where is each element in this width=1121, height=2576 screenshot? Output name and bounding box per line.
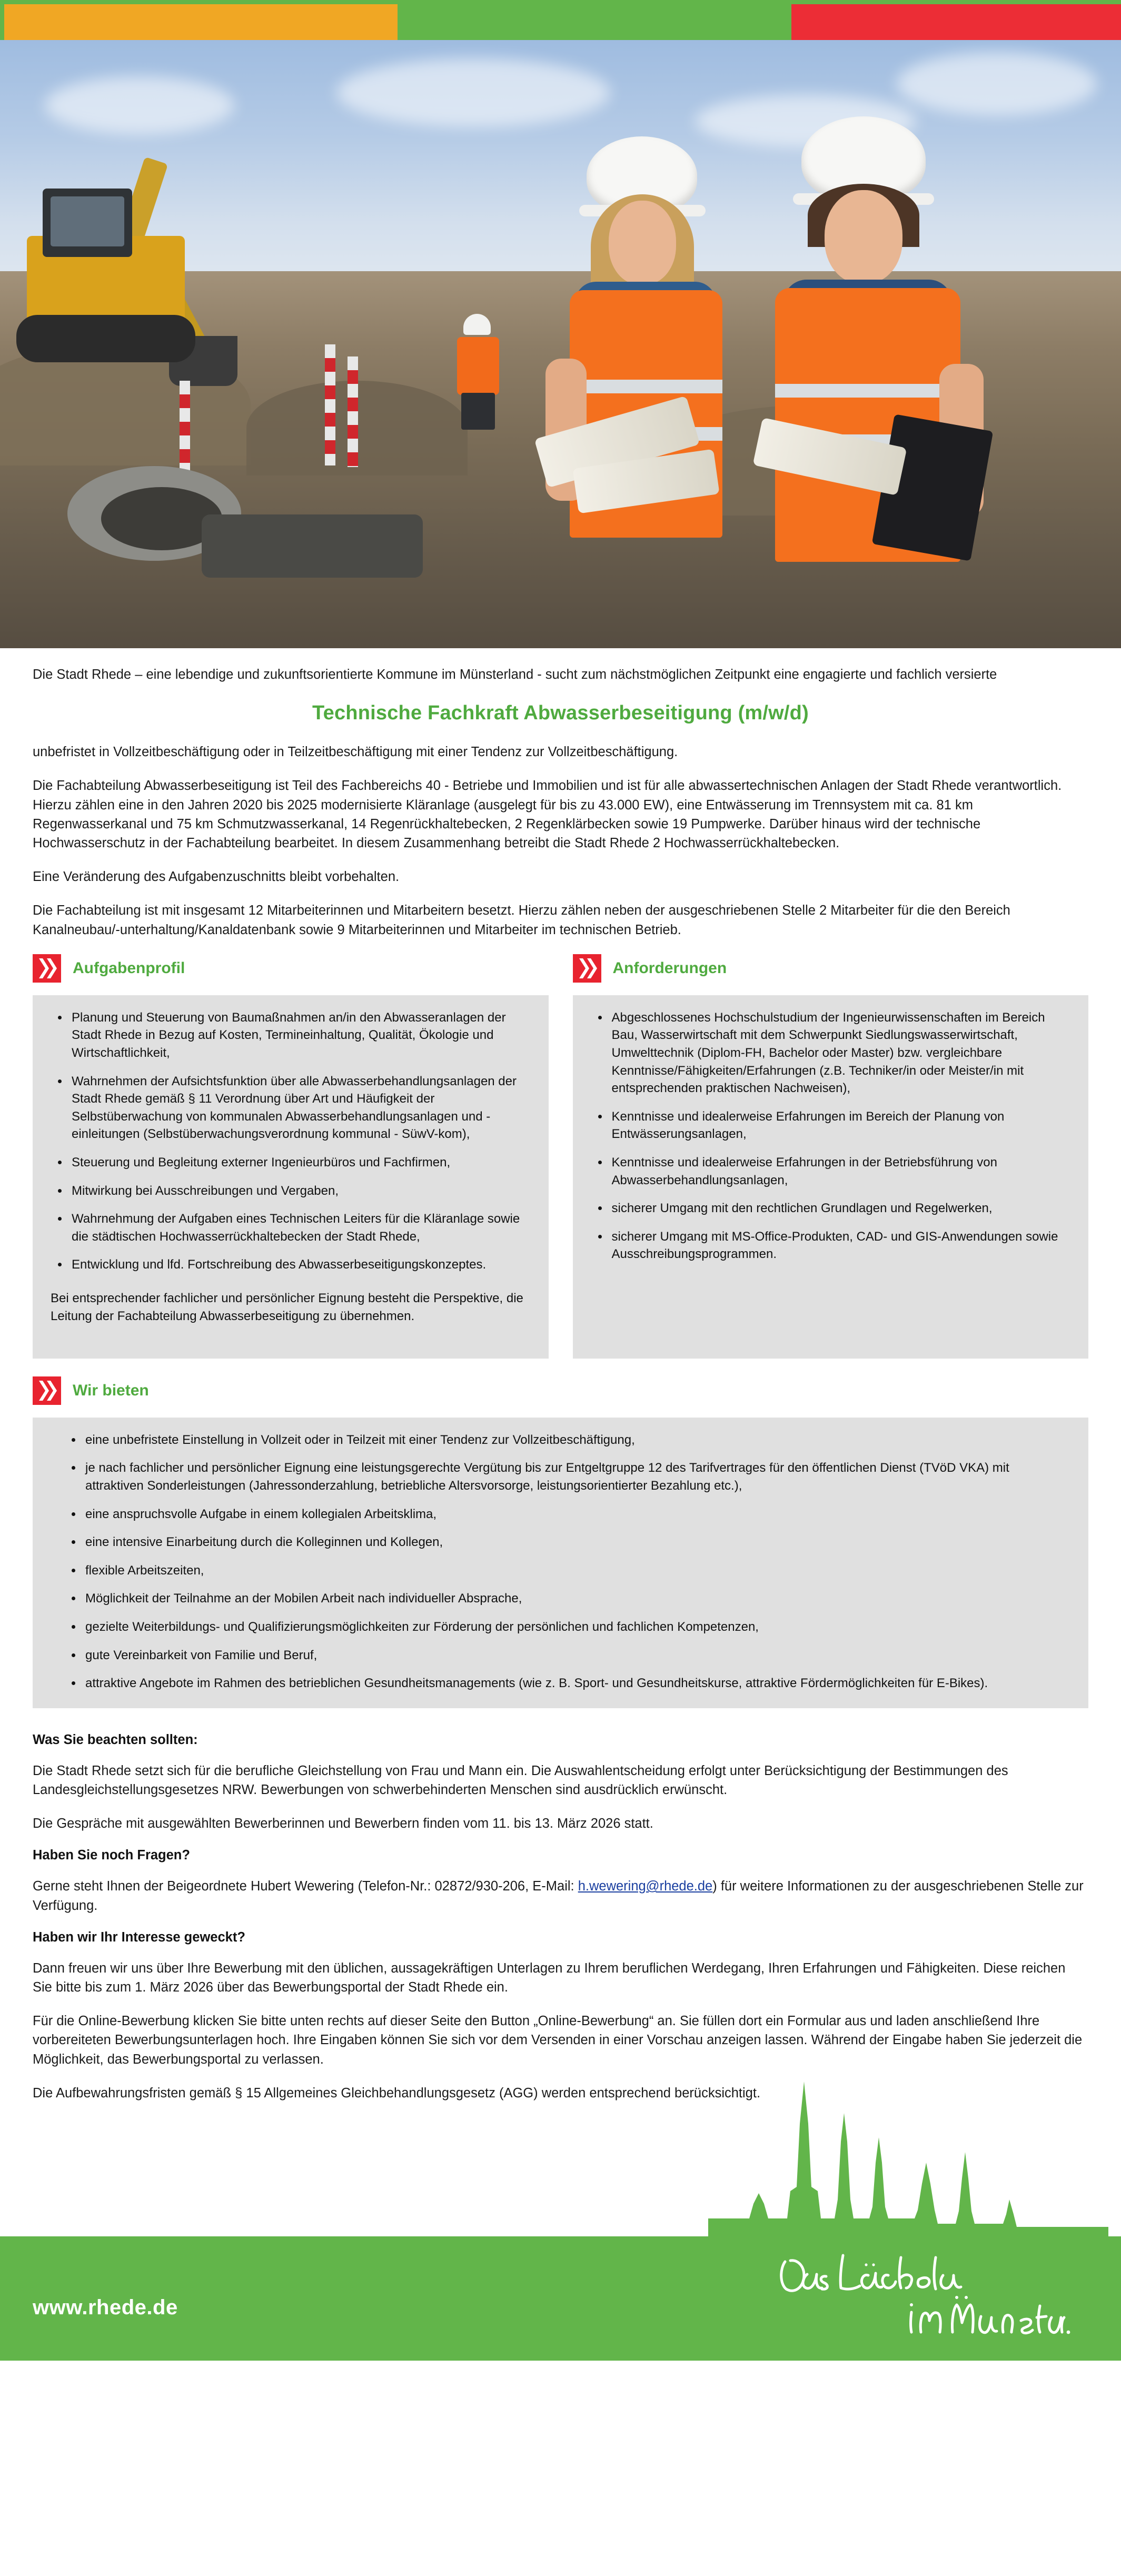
- face: [825, 190, 902, 284]
- department-description: Die Fachabteilung Abwasserbeseitigung ist Teil des Fachbereichs 40 - Betriebe und Immobilien und ist für alle abwassertechnischen Anlagen der Stadt Rhede verantwortlich. Hierzu zählen eine in den Jahren 2020 bis 2025 modernisierte Kläranlage (ausgelegt für bis zu 43.000 EW), eine Entwässerung im Trennsystem mit ca. 81 km Regenwasserkanal und 75 km Schmutzwasserkanal, 14 Regenrückhaltebecken, 2 Regenklärbecken sowie 19 Pumpwerke. Darüber hinaus wird der technische Hochwasserschutz in der Fachabteilung bearbeitet. In diesem Zusammenhang betreibt die Stadt Rhede 2 Hochwasserrückhaltebecken.: [33, 778, 1062, 851]
- offer-box: [33, 1418, 1088, 1708]
- scope-reservation: Eine Veränderung des Aufgabenzuschnitts bleibt vorbehalten.: [33, 869, 400, 885]
- list-item: Steuerung und Begleitung externer Ingenieurbüros und Fachfirmen,: [72, 1154, 531, 1172]
- contact-text-before: Gerne steht Ihnen der Beigeordnete Hubert Wewering (Telefon-Nr.: 02872/930-206, E-Mail:: [33, 1879, 578, 1894]
- foreground-engineers: [477, 111, 1098, 648]
- requirements-list: [591, 1009, 1071, 1263]
- list-item: eine unbefristete Einstellung in Vollzeit oder in Teilzeit mit einer Tendenz zur Vollzeitbeschäftigung,: [85, 1431, 1070, 1449]
- requirements-column: [573, 954, 1089, 1359]
- vest-reflective-stripe: [570, 380, 722, 393]
- list-item: Abgeschlossenes Hochschulstudium der Ingenieurwissenschaften im Bereich Bau, Wasserwirtschaft mit dem Schwerpunkt Siedlungswasserwirtschaft, Umwelttechnik (Diplom-FH, Bachelor oder Master) bzw. vergleichbare Kenntnisse/Fähigkeiten/Erfahrungen (z.B. Techniker/in oder Meister/in mit entsprechenden praktischen Nachweisen),: [612, 1009, 1071, 1097]
- barrier-pole: [325, 344, 335, 465]
- footer: [0, 2131, 1121, 2361]
- list-item: Möglichkeit der Teilnahme an der Mobilen Arbeit nach individueller Absprache,: [85, 1590, 1070, 1608]
- barrier-pole: [180, 381, 190, 475]
- list-item: gute Vereinbarkeit von Familie und Beruf,: [85, 1647, 1070, 1665]
- requirements-box: [573, 995, 1089, 1359]
- contact-paragraph: [33, 1877, 1088, 1915]
- face: [609, 201, 676, 285]
- city-claim-logo: [776, 2243, 1070, 2348]
- double-chevron-icon: [33, 954, 61, 983]
- footer-website-url[interactable]: www.rhede.de: [33, 2296, 178, 2319]
- list-item: eine anspruchsvolle Aufgabe in einem kollegialen Arbeitsklima,: [85, 1505, 1070, 1523]
- list-item: flexible Arbeitszeiten,: [85, 1562, 1070, 1580]
- requirements-heading: Anforderungen: [612, 959, 727, 977]
- page-title: Technische Fachkraft Abwasserbeseitigung (m/w/d): [312, 702, 809, 725]
- contact-text-after: ) für weitere Informationen zu der ausgeschriebenen Stelle zur Verfügung.: [33, 1879, 1084, 1913]
- excavator-window: [51, 196, 124, 246]
- top-bar-green: [398, 4, 792, 40]
- apply-paragraph-3: Die Aufbewahrungsfristen gemäß § 15 Allgemeines Gleichbehandlungsgesetz (AGG) werden entsprechend berücksichtigt.: [33, 2085, 761, 2101]
- list-item: attraktive Angebote im Rahmen des betrieblichen Gesundheitsmanagements (wie z. B. Sport- und Gesundheitskurse, attraktive Fördermöglichkeiten für E-Bikes).: [85, 1675, 1070, 1692]
- apply-heading: Haben wir Ihr Interesse geweckt?: [33, 1929, 245, 1945]
- list-item: Kenntnisse und idealerweise Erfahrungen im Bereich der Planung von Entwässerungsanlagen,: [612, 1108, 1071, 1143]
- list-item: Planung und Steuerung von Baumaßnahmen an/in den Abwasseranlagen der Stadt Rhede in Bezug auf Kosten, Termineinhaltung, Qualität, Ökologie und Wirtschaftlichkeit,: [72, 1009, 531, 1062]
- contact-email-link[interactable]: h.wewering@rhede.de: [578, 1879, 713, 1894]
- interview-dates: Die Gespräche mit ausgewählten Bewerberinnen und Bewerbern finden vom 11. bis 13. März 2026 statt.: [33, 1816, 653, 1831]
- questions-heading: Haben Sie noch Fragen?: [33, 1848, 190, 1863]
- offer-section-header: [33, 1376, 1088, 1405]
- apply-paragraph-1: Dann freuen wir uns über Ihre Bewerbung mit den üblichen, aussagekräftigen Unterlagen zu Ihrem beruflichen Werdegang, Ihren Erfahrungen und Fähigkeiten. Diese reichen Sie bitte bis zum 1. März 2026 über das Bewerbungsportal der Stadt Rhede ein.: [33, 1960, 1066, 1995]
- apply-paragraph-2: Für die Online-Bewerbung klicken Sie bitte unten rechts auf dieser Seite den Button „Online-Bewerbung“ an. Sie füllen dort ein Formular aus und laden anschließend Ihre vorbereiteten Bewerbungsunterlagen hoch. Ihre Eingaben können Sie sich vor dem Versenden in einer Vorschau anzeigen lassen. Während der Eingabe haben Sie jederzeit die Möglichkeit, das Bewerbungsportal zu verlassen.: [33, 2014, 1083, 2067]
- list-item: Entwicklung und lfd. Fortschreibung des Abwasserbeseitigungskonzeptes.: [72, 1256, 531, 1274]
- offer-heading: Wir bieten: [73, 1381, 149, 1399]
- list-item: sicherer Umgang mit den rechtlichen Grundlagen und Regelwerken,: [612, 1200, 1071, 1217]
- engineer-man: [725, 116, 1019, 648]
- top-color-bars: [0, 0, 1121, 40]
- list-item: Wahrnehmen der Aufsichtsfunktion über alle Abwasserbehandlungsanlagen der Stadt Rhede gemäß § 11 Verordnung über Art und Häufigkeit der Selbstüberwachung von kommunalen Abwasserbehandlungsanlagen und -einleitungen (Selbstüberwachungsverordnung kommunal - SüwV-kom),: [72, 1073, 531, 1143]
- top-bar-red: [791, 4, 1121, 40]
- tasks-section-header: [33, 954, 549, 983]
- notices-heading: Was Sie beachten sollten:: [33, 1732, 198, 1747]
- staffing-description: Die Fachabteilung ist mit insgesamt 12 Mitarbeiterinnen und Mitarbeitern besetzt. Hierzu zählen neben der ausgeschriebenen Stelle 2 Mitarbeiter für die den Bereich Kanalneubau/-unterhaltung/Kanaldatenbank sowie 9 Mitarbeiterinnen und Mitarbeiter im technischen Betrieb.: [33, 903, 1010, 937]
- double-chevron-icon: [573, 954, 601, 983]
- tasks-box: [33, 995, 549, 1359]
- cloud: [897, 52, 1097, 115]
- vest-reflective-stripe: [775, 384, 960, 398]
- tasks-column: [33, 954, 549, 1359]
- excavator: [11, 125, 259, 420]
- double-chevron-icon: [33, 1376, 61, 1405]
- hero-photo: [0, 40, 1121, 648]
- list-item: eine intensive Einarbeitung durch die Kolleginnen und Kollegen,: [85, 1533, 1070, 1551]
- tasks-list: [51, 1009, 531, 1274]
- posting-content: [0, 648, 1121, 2103]
- intro-lead: Die Stadt Rhede – eine lebendige und zukunftsorientierte Kommune im Münsterland - sucht zum nächstmöglichen Zeitpunkt eine engagierte und fachlich versierte: [33, 667, 997, 682]
- list-item: Kenntnisse und idealerweise Erfahrungen in der Betriebsführung von Abwasserbehandlungsanlagen,: [612, 1154, 1071, 1189]
- tasks-requirements-row: [33, 954, 1088, 1359]
- list-item: sicherer Umgang mit MS-Office-Produkten, CAD- und GIS-Anwendungen sowie Ausschreibungsprogrammen.: [612, 1228, 1071, 1263]
- tasks-note: Bei entsprechender fachlicher und persönlicher Eignung besteht die Perspektive, die Leitung der Fachabteilung Abwasserbeseitigung zu übernehmen.: [51, 1291, 523, 1323]
- requirements-section-header: [573, 954, 1089, 983]
- list-item: Wahrnehmung der Aufgaben eines Technischen Leiters für die Kläranlage sowie die städtischen Hochwasserrückhaltebecken der Stadt Rhede,: [72, 1210, 531, 1245]
- employment-type: unbefristet in Vollzeitbeschäftigung oder in Teilzeitbeschäftigung mit einer Tendenz zur Vollzeitbeschäftigung.: [33, 745, 678, 760]
- list-item: je nach fachlicher und persönlicher Eignung eine leistungsgerechte Vergütung bis zur Entgeltgruppe 12 des Tarifvertrages für den öffentlichen Dienst (TVöD VKA) mit attraktiven Sonderleistungen (Jahressonderzahlung, betriebliche Altersvorsorge, leistungsorientierter Bezahlung etc.),: [85, 1459, 1070, 1494]
- equality-statement: Die Stadt Rhede setzt sich für die berufliche Gleichstellung von Frau und Mann ein. Die Auswahlentscheidung erfolgt unter Berücksichtigung der Bestimmungen des Landesgleichstellungsgesetzes NRW. Bewerbungen von schwerbehinderten Menschen sind ausdrücklich erwünscht.: [33, 1763, 1008, 1797]
- sewer-pipe: [202, 514, 423, 578]
- list-item: gezielte Weiterbildungs- und Qualifizierungsmöglichkeiten zur Förderung der persönlichen und fachlichen Kompetenzen,: [85, 1618, 1070, 1636]
- excavator-track: [16, 315, 195, 362]
- barrier-pole: [348, 356, 358, 467]
- list-item: Mitwirkung bei Ausschreibungen und Vergaben,: [72, 1182, 531, 1200]
- offer-list: [51, 1431, 1070, 1692]
- tasks-heading: Aufgabenprofil: [73, 959, 185, 977]
- church-skyline-silhouette: [708, 2078, 1108, 2236]
- top-bar-orange: [4, 4, 398, 40]
